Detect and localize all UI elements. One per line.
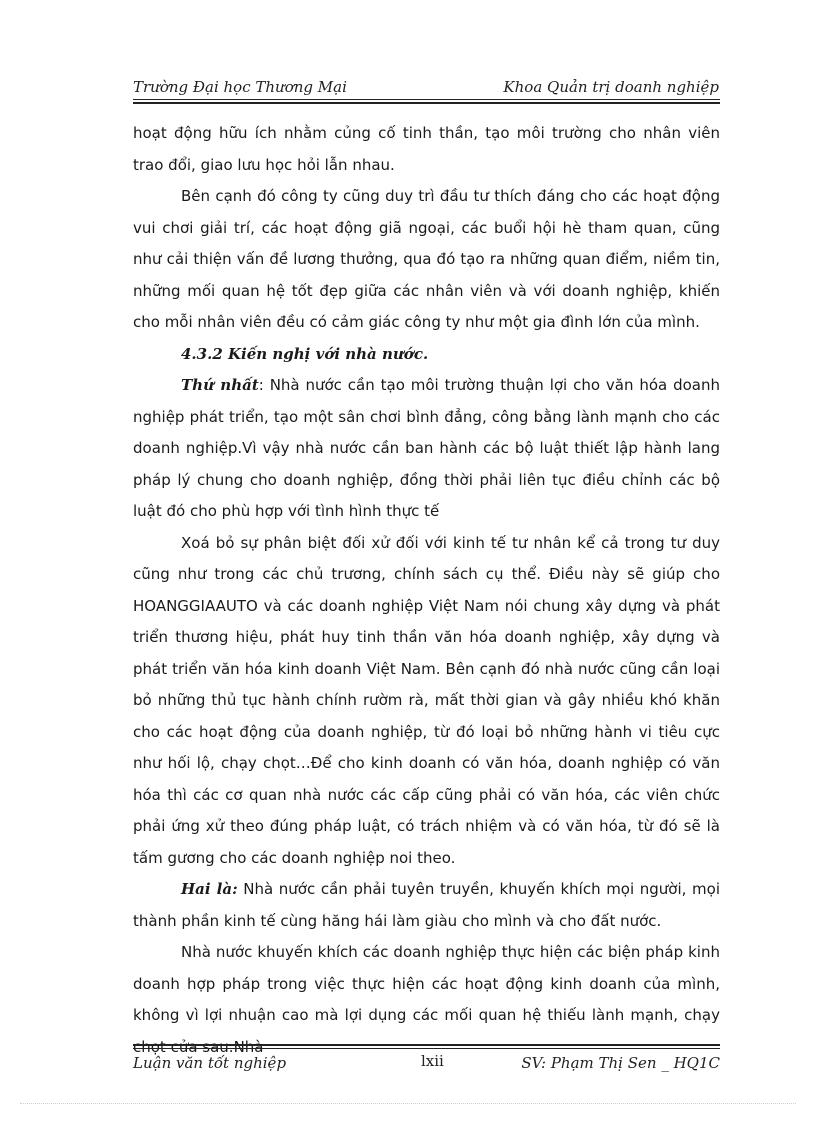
paragraph-5-lead: Hai là:	[181, 880, 238, 898]
section-heading: 4.3.2 Kiến nghị với nhà nước.	[181, 344, 429, 363]
header-faculty: Khoa Quản trị doanh nghiệp	[503, 78, 719, 96]
page-footer	[133, 1052, 720, 1076]
header-school: Trường Đại học Thương Mại	[133, 78, 347, 96]
footer-rule-thick	[133, 1044, 720, 1046]
page-body	[133, 118, 720, 1063]
paragraph-3-text: : Nhà nước cần tạo môi trường thuận lợi cho văn hóa doanh nghiệp phát triển, tạo một sân chơi bình đẳng, công bằng lành mạnh cho các doanh nghiệp.Vì vậy nhà nước cần ban hành các bộ luật thiết lập hành lang pháp lý chung cho doanh nghiệp, đồng thời phải liên tục điều chỉnh các bộ luật đó cho phù hợp với tình hình thực tế	[133, 376, 720, 520]
footer-student: SV: Phạm Thị Sen _ HQ1C	[521, 1054, 720, 1072]
paragraph-3	[133, 370, 720, 528]
paragraph-2: Bên cạnh đó công ty cũng duy trì đầu tư thích đáng cho các hoạt động vui chơi giải trí, các hoạt động giã ngoại, các buổi hội hè tham quan, cũng như cải thiện vấn đề lương thưởng, qua đó tạo ra những quan điểm, niềm tin, những mối quan hệ tốt đẹp giữa các nhân viên và với doanh nghiệp, khiến cho mỗi nhân viên đều có cảm giác công ty như một gia đình lớn của mình.	[133, 187, 720, 331]
paragraph-5-text: Nhà nước cần phải tuyên truyền, khuyến khích mọi người, mọi thành phần kinh tế cùng hăng hái làm giàu cho mình và cho đất nước.	[133, 880, 720, 930]
page-number: lxii	[421, 1052, 444, 1070]
footer-thesis: Luận văn tốt nghiệp	[133, 1054, 287, 1072]
paragraph-4: Xoá bỏ sự phân biệt đối xử đối với kinh tế tư nhân kể cả trong tư duy cũng như trong các chủ trương, chính sách cụ thể. Điều này sẽ giúp cho HOANGGIAAUTO và các doanh nghiệp Việt Nam nói chung xây dựng và phát triển thương hiệu, phát huy tinh thần văn hóa doanh nghiệp, xây dựng và phát triển văn hóa kinh doanh Việt Nam. Bên cạnh đó nhà nước cũng cần loại bỏ những thủ tục hành chính rườm rà, mất thời gian và gây nhiều khó khăn cho các hoạt động của doanh nghiệp, từ đó loại bỏ những hành vi tiêu cực như hối lộ, chạy chọt…Để cho kinh doanh có văn hóa, doanh nghiệp có văn hóa thì các cơ quan nhà nước các cấp cũng phải có văn hóa, các viên chức phải ứng xử theo đúng pháp luật, có trách nhiệm và có văn hóa, từ đó sẽ là tấm gương cho các doanh nghiệp noi theo.	[133, 533, 720, 867]
paragraph-3-lead: Thứ nhất	[181, 376, 259, 394]
paragraph-1: hoạt động hữu ích nhằm củng cố tinh thần, tạo môi trường cho nhân viên trao đổi, giao lưu học hỏi lẫn nhau.	[133, 124, 720, 174]
header-rule-thick	[133, 102, 720, 104]
page-break-line	[20, 1103, 796, 1104]
footer-rule-thin	[133, 1048, 720, 1049]
page-header	[133, 76, 719, 100]
header-rule-thin	[133, 99, 720, 100]
paragraph-6: Nhà nước khuyến khích các doanh nghiệp thực hiện các biện pháp kinh doanh hợp pháp trong việc thực hiện các hoạt động kinh doanh của mình, không vì lợi nhuận cao mà lợi dụng các mối quan hệ thiếu lành mạnh, chạy chọt cửa sau.Nhà	[133, 943, 720, 1056]
paragraph-5	[133, 874, 720, 937]
